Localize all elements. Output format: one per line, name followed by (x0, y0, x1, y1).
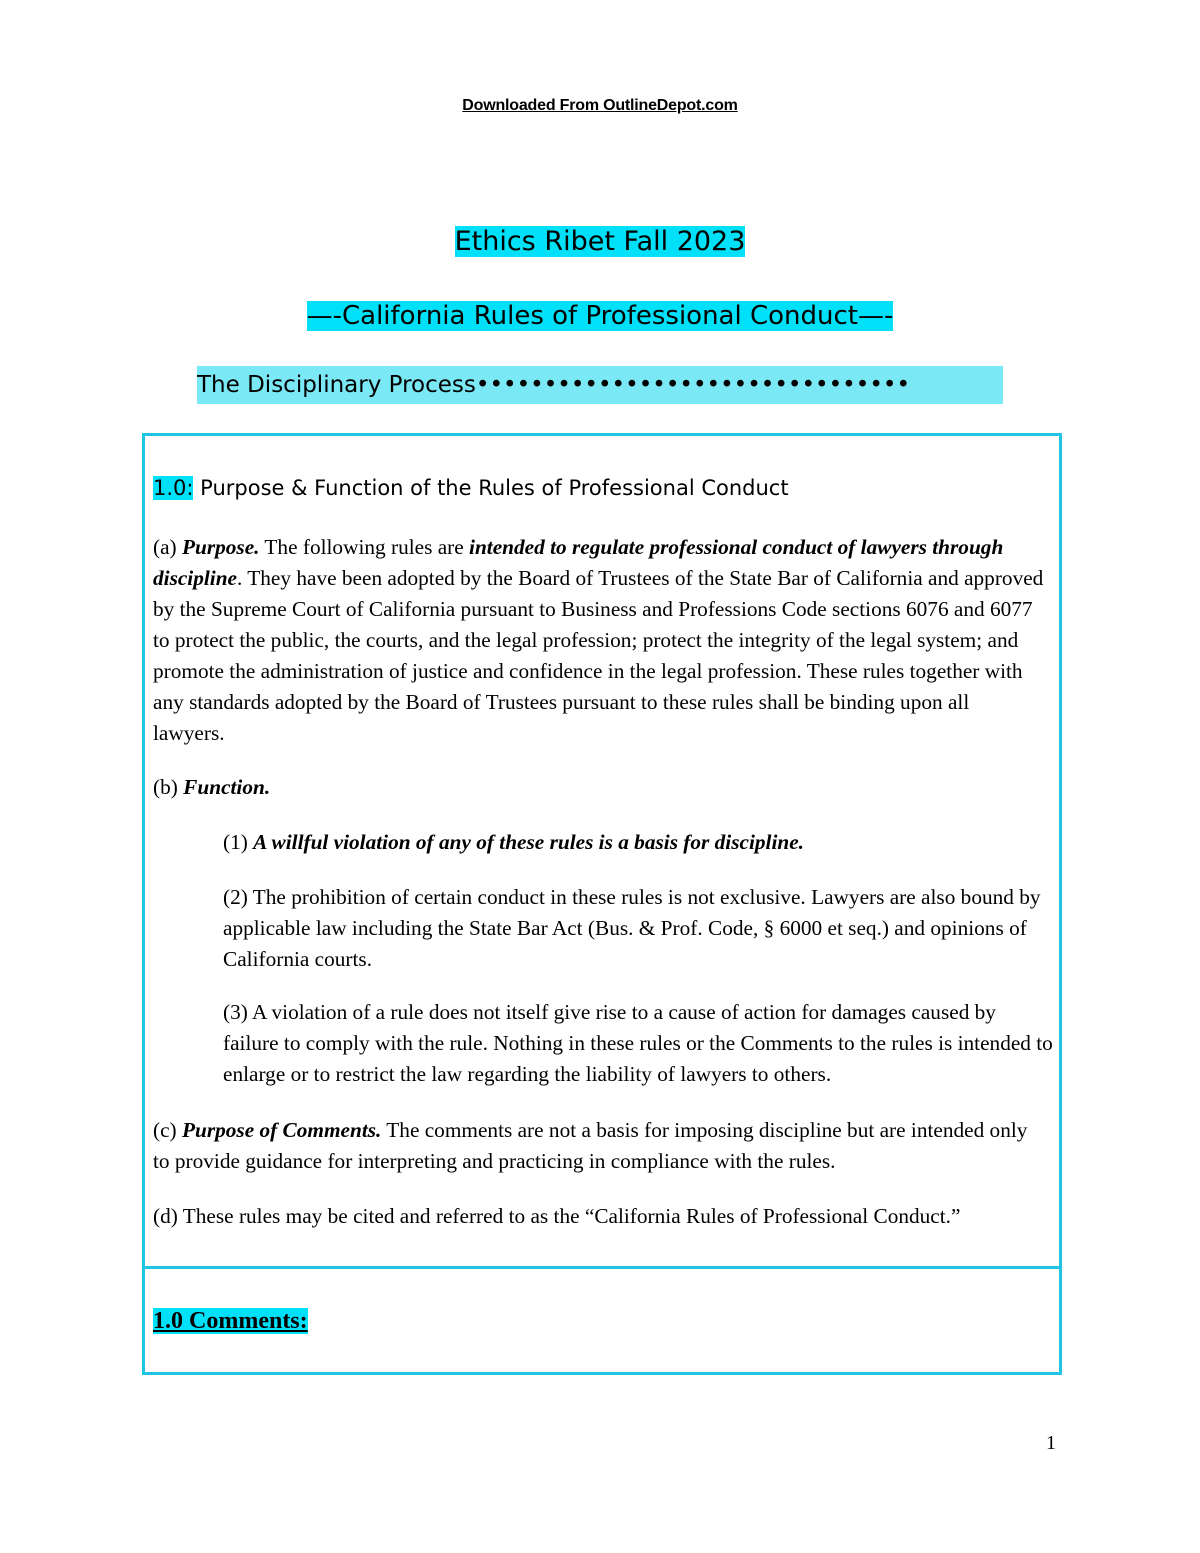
download-notice[interactable]: Downloaded From OutlineDepot.com (462, 97, 738, 114)
para-a-text: The following rules are (259, 535, 470, 559)
paragraph-c (153, 1115, 1045, 1177)
subtitle-text: —-California Rules of Professional Conduct—- (306, 301, 894, 331)
item-b3: (3) A violation of a rule does not itself give rise to a cause of action for damages caused by failure to comply with the rule. Nothing in these rules or the Comments to the rules is intended to enlarge or to restrict the law regarding the liability of lawyers to others. (223, 1000, 1053, 1086)
para-a-label: Purpose. (181, 535, 260, 559)
rule-number: 1.0: (153, 476, 194, 500)
para-a-marker: (a) (153, 535, 182, 559)
para-a-text-2: . They have been adopted by the Board of Trustees of the State Bar of California and approved by the Supreme Court of California pursuant to Business and Professions Code sections 6076 and 6077 to protect the public, the courts, and the legal profession; protect the integrity of the legal system; and promote the administration of justice and confidence in the legal profession. These rules together with any standards adopted by the Board of Trustees pursuant to these rules shall be binding upon all lawyers. (153, 566, 1044, 745)
item-b1-marker: (1) (223, 830, 254, 854)
paragraph-a (153, 532, 1045, 749)
title-text: Ethics Ribet Fall 2023 (454, 226, 746, 257)
comments-heading (153, 1305, 308, 1337)
paragraph-b (153, 772, 1045, 803)
comments-heading-text: 1.0 Comments: (153, 1308, 308, 1334)
para-b-label: Function. (183, 775, 271, 799)
document-title (0, 222, 1200, 262)
item-b1 (223, 827, 1053, 858)
section-heading (197, 366, 1003, 404)
item-b2: (2) The prohibition of certain conduct in these rules is not exclusive. Lawyers are also bound by applicable law including the State Bar Act (Bus. & Prof. Code, § 6000 et seq.) and opinions of California courts. (223, 885, 1041, 971)
para-b-marker: (b) (153, 775, 184, 799)
para-c-label: Purpose of Comments. (181, 1118, 382, 1142)
para-c-text: The comments are not a basis for imposing discipline but are intended only to provide guidance for interpreting and practicing in compliance with the rules. (153, 1118, 1028, 1173)
section-label: The Disciplinary Process (197, 372, 476, 398)
section-dots: •••••••••••••••••••••••••••••••• (475, 372, 911, 398)
document-subtitle (0, 296, 1200, 336)
paragraph-d: (d) These rules may be cited and referred to as the “California Rules of Professional Conduct.” (153, 1204, 961, 1228)
rule-title: Purpose & Function of the Rules of Professional Conduct (193, 476, 789, 500)
item-b1-text: A willful violation of any of these rules is a basis for discipline. (253, 830, 804, 854)
para-c-marker: (c) (153, 1118, 182, 1142)
rule-heading (153, 473, 789, 503)
para-a-emphasis: intended to regulate professional conduct of lawyers through discipline (153, 535, 1004, 590)
page-number: 1 (1046, 1432, 1056, 1454)
